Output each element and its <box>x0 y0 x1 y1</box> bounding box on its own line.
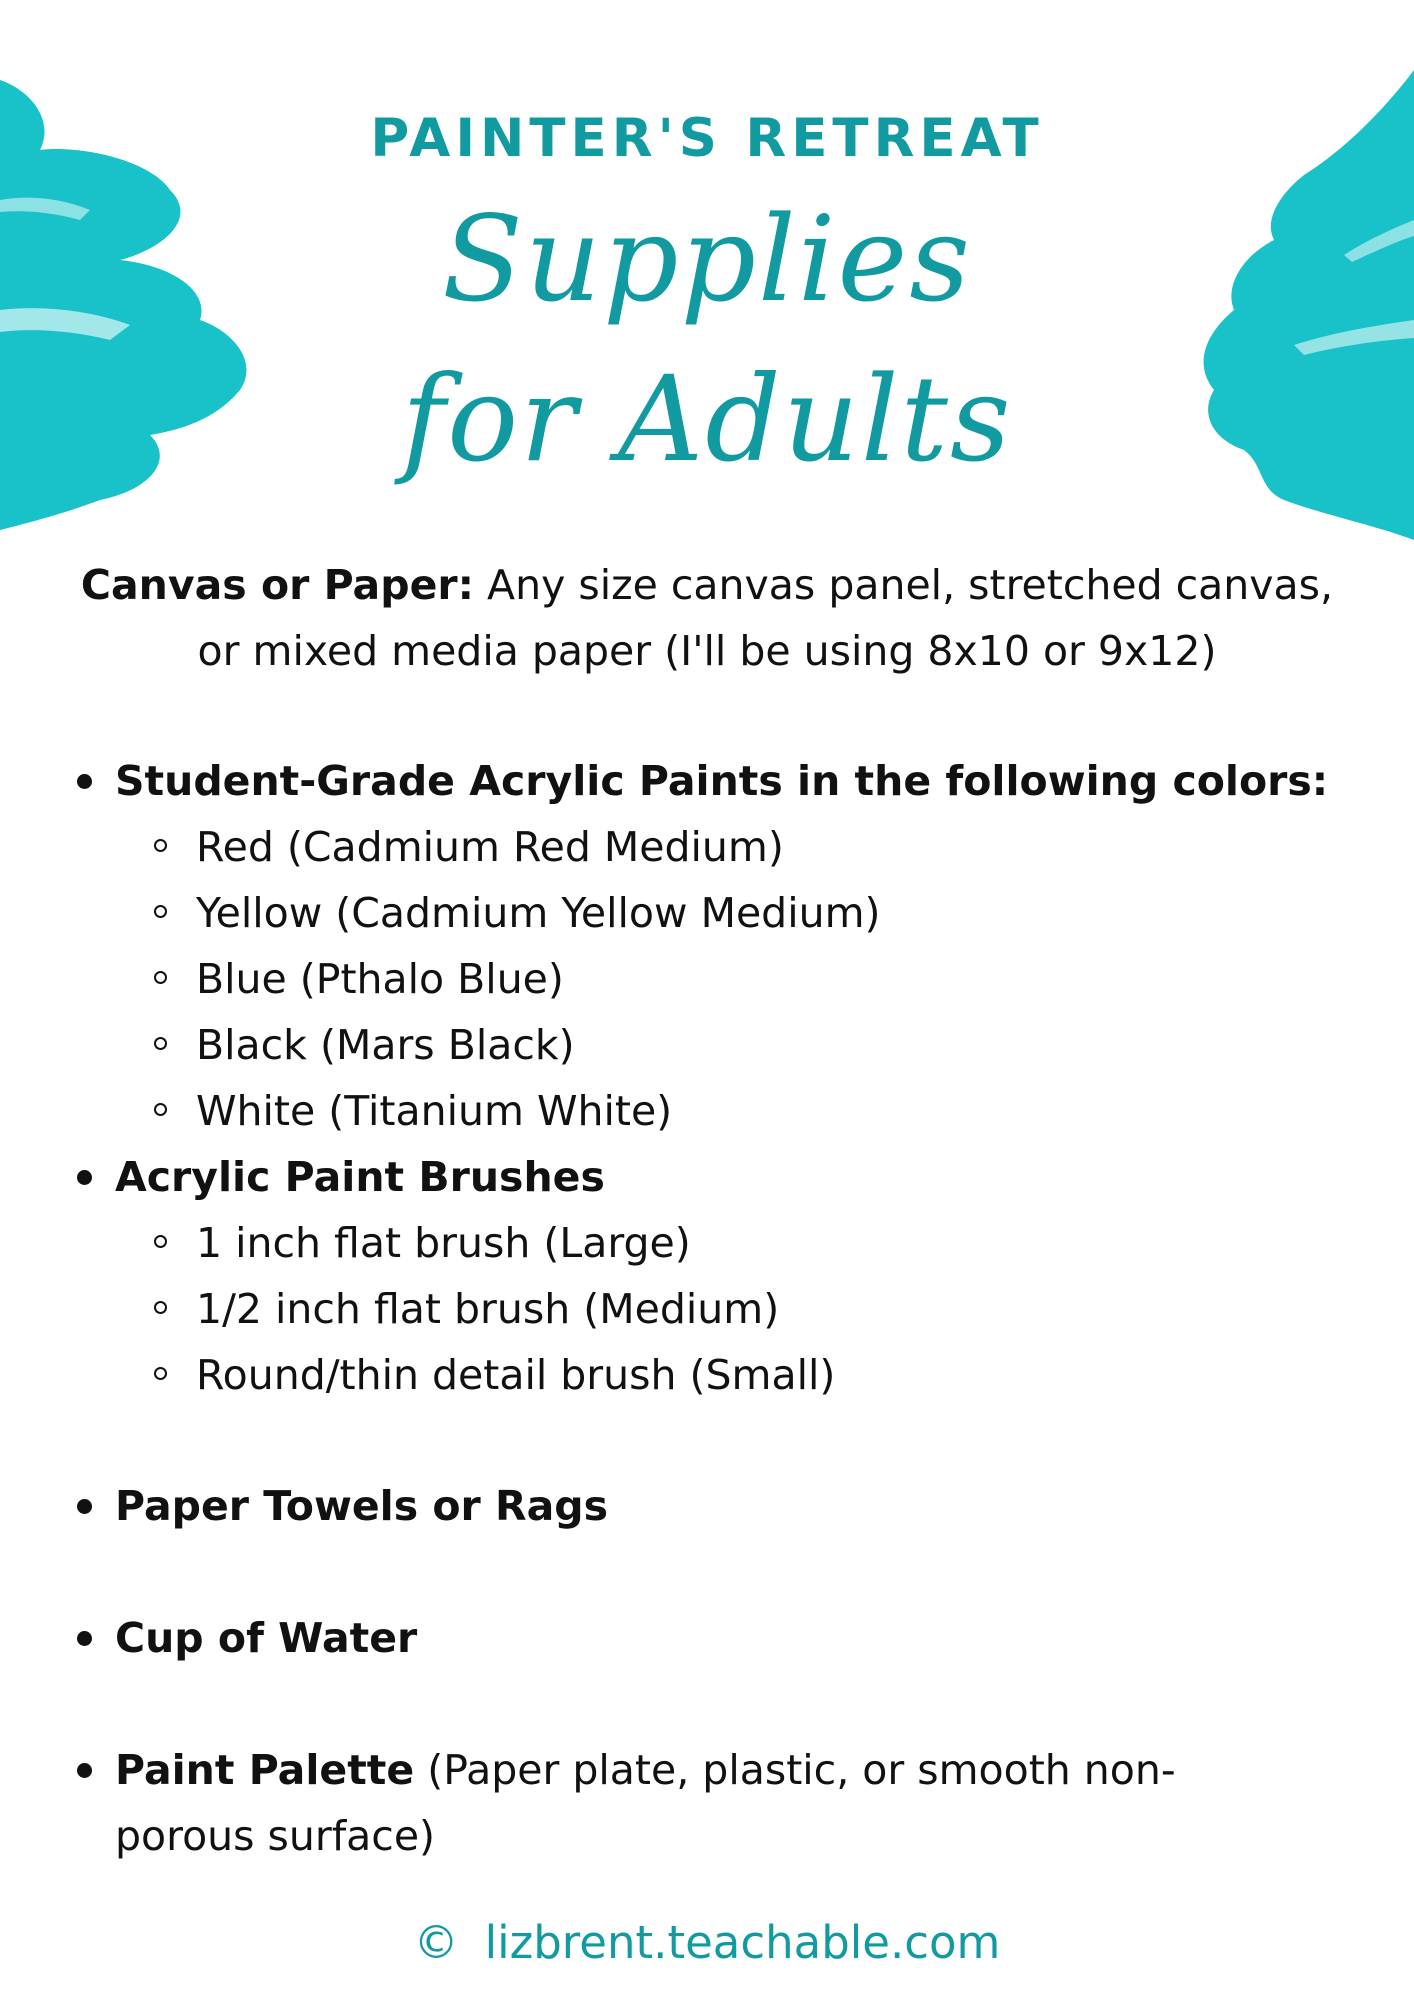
canvas-description-1: Any size canvas panel, stretched canvas, <box>474 561 1334 609</box>
event-title: PAINTER'S RETREAT <box>370 108 1044 169</box>
sub-item-brush <box>196 1210 691 1276</box>
list-item-paints <box>115 748 1345 814</box>
circle-bullet-icon <box>154 971 167 984</box>
bullet-icon <box>77 1631 92 1646</box>
canvas-intro <box>40 552 1374 684</box>
sub-item-brush <box>196 1276 779 1342</box>
circle-bullet-icon <box>154 1301 167 1314</box>
circle-bullet-icon <box>154 1103 167 1116</box>
bullet-icon <box>77 1499 92 1514</box>
circle-bullet-icon <box>154 1235 167 1248</box>
circle-bullet-icon <box>154 1367 167 1380</box>
palette-note-1: (Paper plate, plastic, or smooth non- <box>414 1746 1176 1794</box>
circle-bullet-icon <box>154 1037 167 1050</box>
sub-item-label: 1/2 inch flat brush (Medium) <box>196 1285 780 1333</box>
brushes-label: Acrylic Paint Brushes <box>115 1153 605 1201</box>
sub-item-color <box>196 1078 672 1144</box>
sub-item-label: Yellow (Cadmium Yellow Medium) <box>196 889 881 937</box>
sub-item-label: 1 inch flat brush (Large) <box>196 1219 691 1267</box>
heading-script-line-2: for Adults <box>401 350 1013 488</box>
palette-note-2: porous surface) <box>115 1812 436 1860</box>
canvas-description-2: or mixed media paper (I'll be using 8x10 or 9x12) <box>197 627 1217 675</box>
towels-label: Paper Towels or Rags <box>115 1482 609 1530</box>
canvas-intro-line-1 <box>40 552 1374 618</box>
footer-url[interactable]: lizbrent.teachable.com <box>484 1916 1001 1969</box>
sub-item-label: Blue (Pthalo Blue) <box>196 955 564 1003</box>
sub-item-color <box>196 946 564 1012</box>
sub-item-label: White (Titanium White) <box>196 1087 673 1135</box>
circle-bullet-icon <box>154 839 167 852</box>
sub-item-color <box>196 880 881 946</box>
list-item-brushes <box>115 1144 1345 1210</box>
sub-item-label: Round/thin detail brush (Small) <box>196 1351 836 1399</box>
list-item-water <box>115 1605 1345 1671</box>
bullet-icon <box>77 1170 92 1185</box>
sub-item-brush <box>196 1342 835 1408</box>
palette-label: Paint Palette <box>115 1746 415 1794</box>
sub-item-label: Black (Mars Black) <box>196 1021 575 1069</box>
copyright-icon: © <box>413 1916 459 1969</box>
bullet-icon <box>77 1763 92 1778</box>
canvas-label: Canvas or Paper: <box>80 561 474 609</box>
circle-bullet-icon <box>154 905 167 918</box>
sub-item-color <box>196 1012 575 1078</box>
palette-line-1 <box>115 1737 1345 1803</box>
heading-script-line-1: Supplies <box>442 190 972 328</box>
footer <box>0 1916 1414 1969</box>
sub-item-label: Red (Cadmium Red Medium) <box>196 823 784 871</box>
paints-label: Student-Grade Acrylic Paints in the following colors: <box>115 757 1329 805</box>
sub-item-color <box>196 814 784 880</box>
bullet-icon <box>77 774 92 789</box>
water-label: Cup of Water <box>115 1614 418 1662</box>
list-item-towels <box>115 1473 1345 1539</box>
list-item-palette <box>115 1737 1345 1869</box>
